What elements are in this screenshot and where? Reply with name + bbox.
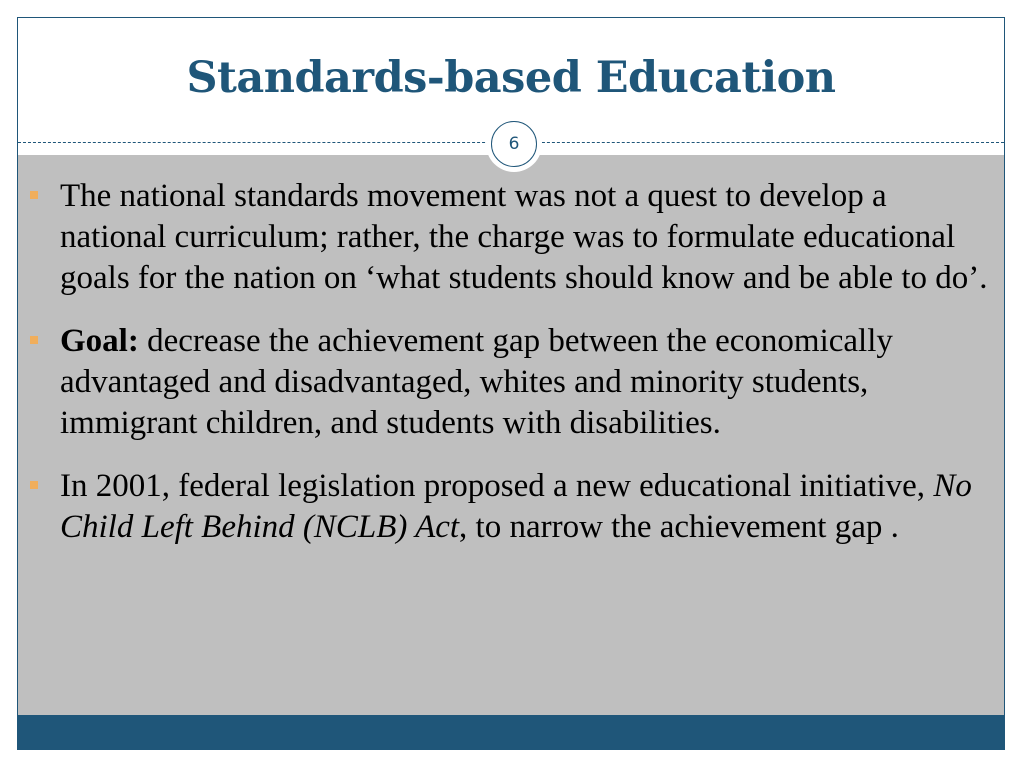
page-number: 6: [491, 121, 537, 167]
bullet-text: The national standards movement was not a quest to develop a national curriculum; rather, the charge was to formulate educational goals for the nation on ‘what students should know and be able to do’.: [60, 178, 988, 296]
bullet-text-end: , to narrow the achievement gap .: [459, 509, 899, 545]
bullet-item: [18, 176, 1004, 299]
square-bullet-icon: [30, 191, 38, 199]
bullet-item: [18, 321, 1004, 444]
slide: [17, 17, 1005, 750]
bullet-list: [18, 176, 1004, 570]
act-name: No Child Left Behind (NCLB) Act: [60, 468, 972, 545]
footer-bar: [18, 715, 1004, 749]
slide-title: Standards-based Education: [186, 53, 836, 103]
goal-label: Goal:: [60, 323, 139, 359]
bullet-item: [18, 466, 1004, 548]
square-bullet-icon: [30, 481, 38, 489]
bullet-text: decrease the achievement gap between the economically advantaged and disadvantaged, whites and minority students, immigrant children, and students with disabilities.: [60, 323, 893, 441]
square-bullet-icon: [30, 336, 38, 344]
page-number-badge: [486, 116, 542, 172]
bullet-text: In 2001, federal legislation proposed a new educational initiative,: [60, 468, 934, 504]
